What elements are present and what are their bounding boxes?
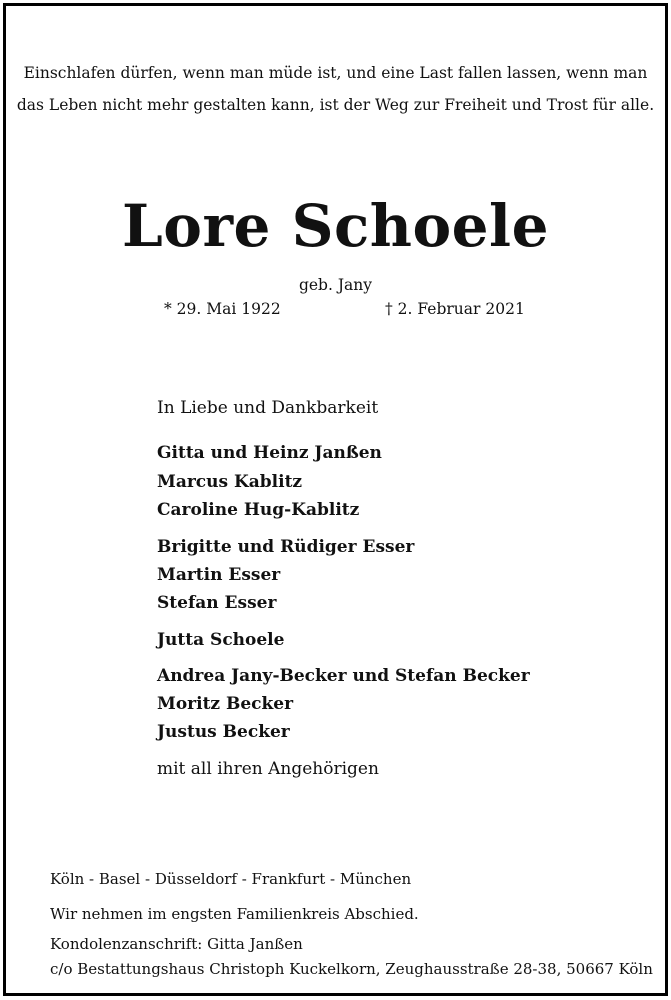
- condolence-address-line-2: c/o Bestattungshaus Christoph Kuckelkorn, Zeughausstraße 28-38, 50667 Köln: [50, 960, 653, 978]
- condolence-address-line-1: Kondolenzanschrift: Gitta Janßen: [50, 935, 303, 953]
- obituary-frame: [3, 3, 668, 996]
- mourner-name: Martin Esser: [157, 565, 281, 585]
- motto-line-1: Einschlafen dürfen, wenn man müde ist, und eine Last fallen lassen, wenn man: [23, 64, 648, 82]
- death-date: † 2. Februar 2021: [385, 300, 525, 318]
- mourner-name: Gitta und Heinz Janßen: [157, 443, 382, 463]
- birth-date: * 29. Mai 1922: [164, 300, 281, 318]
- mourner-name: Stefan Esser: [157, 593, 277, 613]
- relatives-line: mit all ihren Angehörigen: [157, 759, 379, 779]
- mourner-name: Justus Becker: [157, 722, 290, 742]
- mourner-name: Caroline Hug-Kablitz: [157, 500, 360, 520]
- deceased-name: Lore Schoele: [121, 192, 549, 260]
- mourner-name: Moritz Becker: [157, 694, 294, 714]
- farewell-line: Wir nehmen im engsten Familienkreis Abschied.: [50, 905, 419, 923]
- dedication: In Liebe und Dankbarkeit: [157, 398, 379, 418]
- mourner-name: Brigitte und Rüdiger Esser: [157, 537, 415, 557]
- mourner-name: Marcus Kablitz: [157, 472, 303, 492]
- mourner-name: Andrea Jany-Becker und Stefan Becker: [157, 666, 530, 686]
- maiden-name: geb. Jany: [298, 276, 373, 294]
- mourner-name: Jutta Schoele: [157, 630, 285, 650]
- motto-line-2: das Leben nicht mehr gestalten kann, ist der Weg zur Freiheit und Trost für alle.: [16, 96, 655, 114]
- cities-line: Köln - Basel - Düsseldorf - Frankfurt - München: [50, 870, 412, 888]
